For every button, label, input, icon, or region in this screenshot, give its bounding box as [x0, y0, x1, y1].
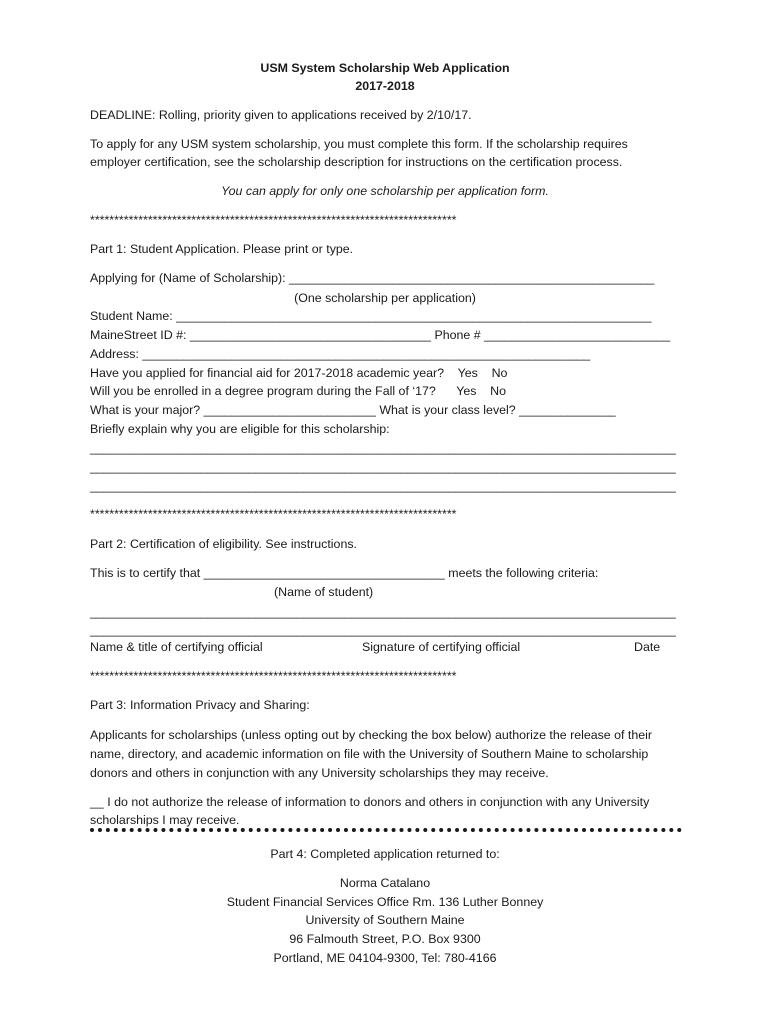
part2-heading: Part 2: Certification of eligibility. See instructions.: [90, 537, 357, 551]
contact-name: Norma Catalano: [339, 876, 431, 890]
contact-office: Student Financial Services Office Rm. 136 Luther Bonney: [226, 895, 544, 909]
contact-university: University of Southern Maine: [305, 913, 465, 927]
official-name-title-label: Name & title of certifying official: [90, 640, 263, 654]
mainestreet-phone-field[interactable]: MaineStreet ID #: ___________________________________ Phone # ___________________________: [90, 328, 671, 342]
official-signature-label: Signature of certifying official: [362, 640, 521, 654]
eligibility-explain-label: Briefly explain why you are eligible for this scholarship:: [90, 422, 390, 436]
page-title: USM System Scholarship Web Application: [260, 61, 510, 75]
scholarship-name-field[interactable]: Applying for (Name of Scholarship): _____________________________________________________: [90, 271, 655, 285]
certification-line[interactable]: _____________________________________________________________________________________: [90, 605, 676, 619]
separator: ****************************************************************************: [90, 213, 457, 227]
scholarship-name-note: (One scholarship per application): [294, 291, 476, 305]
eligibility-line[interactable]: _____________________________________________________________________________________: [90, 479, 676, 493]
apply-instructions-line1: To apply for any USM system scholarship, you must complete this form. If the scholarship requires: [90, 137, 628, 151]
eligibility-line[interactable]: _____________________________________________________________________________________: [90, 441, 676, 455]
signature-line[interactable]: _____________________________________________________________________________________: [90, 623, 676, 637]
major-class-level-field[interactable]: What is your major? _________________________ What is your class level? ______________: [90, 403, 616, 417]
privacy-paragraph-line1: Applicants for scholarships (unless opting out by checking the box below) authorize the release of their: [90, 728, 653, 742]
opt-out-line2: scholarships I may receive.: [90, 813, 240, 827]
enrollment-question[interactable]: Will you be enrolled in a degree program during the Fall of ‘17? Yes No: [90, 384, 507, 398]
part4-heading: Part 4: Completed application returned to:: [270, 847, 500, 861]
certify-student-field[interactable]: This is to certify that ___________________________________ meets the following criteria:: [90, 566, 599, 580]
financial-aid-question[interactable]: Have you applied for financial aid for 2017-2018 academic year? Yes No: [90, 366, 508, 380]
student-name-note: (Name of student): [274, 585, 374, 599]
address-field[interactable]: Address: _________________________________________________________________: [90, 347, 591, 361]
separator: ****************************************************************************: [90, 507, 457, 521]
eligibility-line[interactable]: _____________________________________________________________________________________: [90, 460, 676, 474]
student-name-field[interactable]: Student Name: _____________________________________________________________________: [90, 309, 652, 323]
one-per-form-note: You can apply for only one scholarship per application form.: [221, 184, 549, 198]
contact-city-phone: Portland, ME 04104-9300, Tel: 780-4166: [273, 951, 497, 965]
deadline-text: DEADLINE: Rolling, priority given to applications received by 2/10/17.: [90, 108, 472, 122]
separator: ****************************************************************************: [90, 669, 457, 683]
opt-out-checkbox[interactable]: __ I do not authorize the release of information to donors and others in conjunction with any University: [90, 795, 650, 809]
part1-heading: Part 1: Student Application. Please print or type.: [90, 242, 354, 256]
part3-heading: Part 3: Information Privacy and Sharing:: [90, 698, 310, 712]
date-label: Date: [634, 640, 661, 654]
privacy-paragraph-line2: name, directory, and academic information on file with the University of Southern Maine to scholarship: [90, 747, 649, 761]
dotted-divider: [90, 828, 682, 832]
academic-year: 2017-2018: [355, 79, 415, 93]
apply-instructions-line2: employer certification, see the scholarship description for instructions on the certification process.: [90, 155, 623, 169]
privacy-paragraph-line3: donors and others in conjunction with any University scholarships they may receive.: [90, 766, 549, 780]
contact-street: 96 Falmouth Street, P.O. Box 9300: [289, 932, 481, 946]
